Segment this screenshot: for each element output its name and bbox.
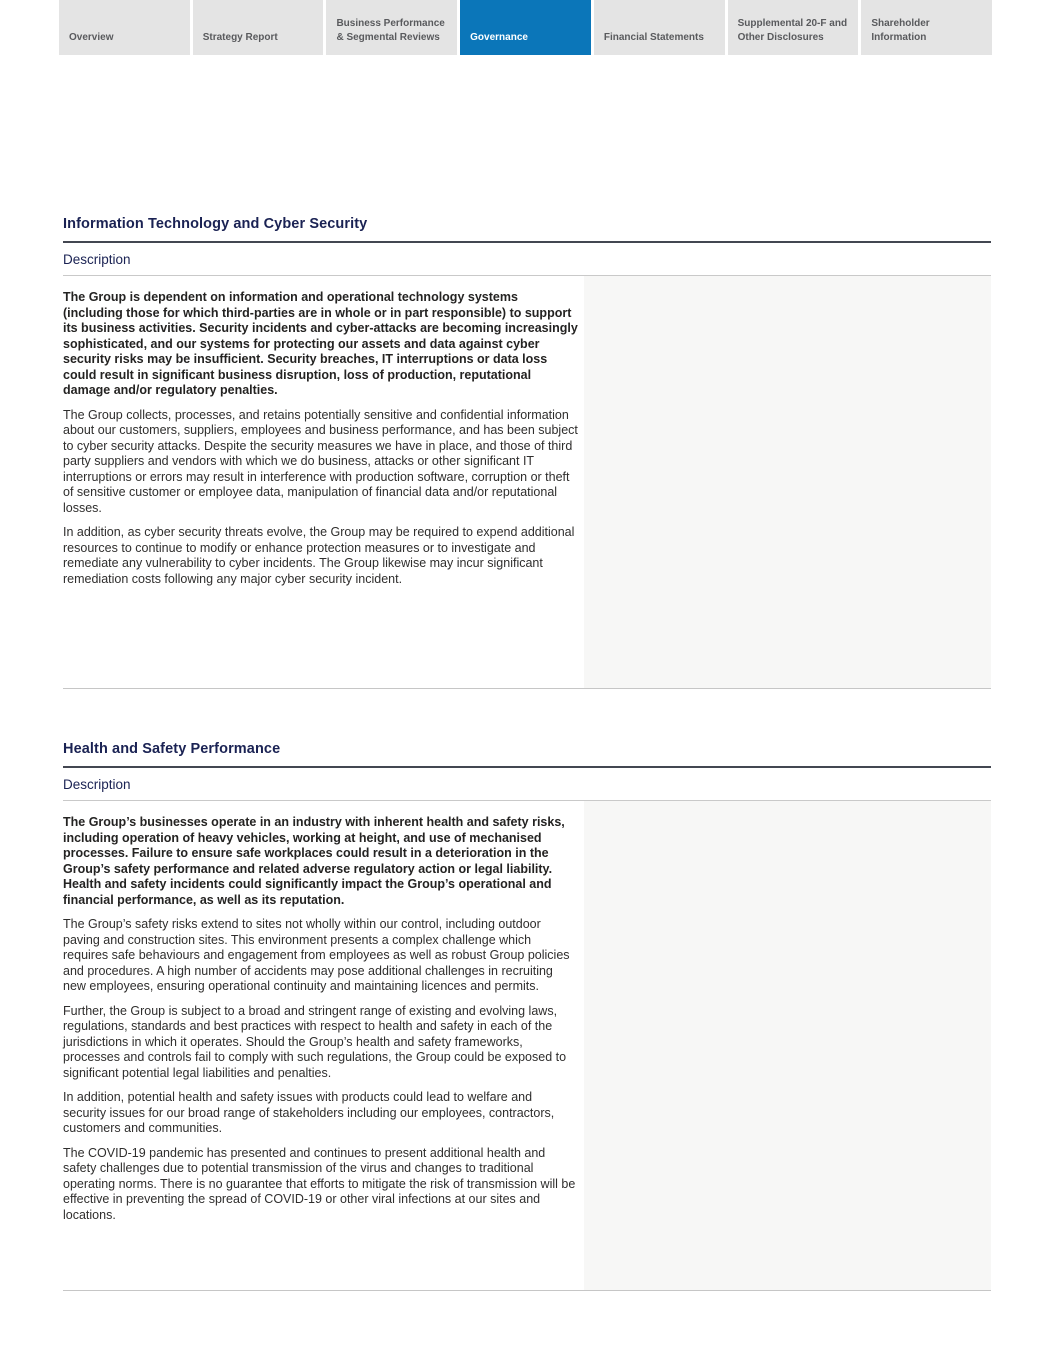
description-text-column [63,801,584,1290]
top-tab-bar [59,0,992,55]
paragraph: The Group’s safety risks extend to sites not wholly within our control, including outdoor paving and construction sites. This environment presents a complex challenge which requires safe behaviours and engagement from employees as well as robust Group policies and procedures. A high number of accidents may pose additional challenges in recruiting new employees, ensuring operational continuity and maintaining licences and permits. [63,917,570,993]
tab-label: Strategy Report [202,31,278,43]
description-text-column [63,276,584,688]
tab-strategy-report[interactable] [193,0,324,55]
tab-label: Shareholder Information [871,18,930,43]
section-title: Information Technology and Cyber Security [63,216,368,232]
tab-label: Financial Statements [603,31,704,43]
section-health-safety [63,741,991,1291]
report-content [63,216,991,1291]
tab-label: Overview [69,31,114,43]
description-label: Description [63,777,131,792]
paragraph-lead: The Group is dependent on information and operational technology systems (including those for which third-parties are in whole or in part responsible) to support its business activities. Security incidents and cyber-attacks are becoming increasingly sophisticated, and our systems for protecting our assets and data against cyber security risks may be insufficient. Security breaches, IT interruptions or data loss could result in significant business disruption, loss of production, reputational damage and/or regulatory penalties. [63,290,578,397]
paragraph: In addition, as cyber security threats evolve, the Group may be required to expend additional resources to continue to modify or enhance protection measures or to investigate and remediate any vulnerability to cyber incidents. The Group likewise may incur significant remediation costs following any major cyber security incident. [63,525,575,586]
tab-overview[interactable] [59,0,190,55]
tab-label: Supplemental 20-F and Other Disclosures [737,18,848,43]
tab-financial-statements[interactable] [594,0,725,55]
divider-dark [63,766,991,768]
divider-dark [63,241,991,243]
divider-bottom [63,688,991,689]
paragraph: In addition, potential health and safety issues with products could lead to welfare and security issues for our broad range of stakeholders including our employees, contractors, customers and communities. [63,1090,555,1135]
paragraph: The Group collects, processes, and retains potentially sensitive and confidential information about our customers, suppliers, employees and business performance, and has been subject to cyber security attacks. Despite the security measures we have in place, and those of third party suppliers and vendors with which we do business, attacks or other significant IT interruptions or errors may result in interference with production software, corruption or theft of sensitive customer or employee data, manipulation of financial data and/or reputational losses. [63,407,578,515]
section-it-cyber-security [63,216,991,689]
divider-bottom [63,1290,991,1291]
tab-shareholder-information[interactable] [861,0,992,55]
description-label: Description [63,252,131,267]
tab-business-performance[interactable] [326,0,457,55]
section-body [63,801,991,1290]
paragraph: Further, the Group is subject to a broad and stringent range of existing and evolving laws, regulations, standards and best practices with respect to health and safety in each of the jurisdictions in which it operates. Should the Group’s health and safety frameworks, processes and controls fail to comply with such regulations, the Group could be exposed to significant potential legal liabilities and penalties. [63,1003,567,1080]
tab-governance[interactable] [460,0,591,55]
paragraph-lead: The Group’s businesses operate in an industry with inherent health and safety risks, including operation of heavy vehicles, working at height, and use of mechanised processes. Failure to ensure safe workplaces could result in a deterioration in the Group’s safety performance and related adverse regulatory action or legal liability. Health and safety incidents could significantly impact the Group’s operational and financial performance, as well as its reputation. [63,815,565,907]
tab-supplemental-20f[interactable] [728,0,859,55]
paragraph: The COVID-19 pandemic has presented and continues to present additional health and safety challenges due to potential transmission of the virus and changes to traditional operating norms. There is no guarantee that efforts to mitigate the risk of transmission will be effective in preventing the spread of COVID-19 or other viral infections at our sites and locations. [63,1145,576,1222]
right-panel [584,276,991,688]
tab-label: Business Performance & Segmental Reviews [336,18,445,43]
right-panel [584,801,991,1290]
tab-label: Governance [470,31,528,43]
section-title: Health and Safety Performance [63,741,281,757]
section-body [63,276,991,688]
